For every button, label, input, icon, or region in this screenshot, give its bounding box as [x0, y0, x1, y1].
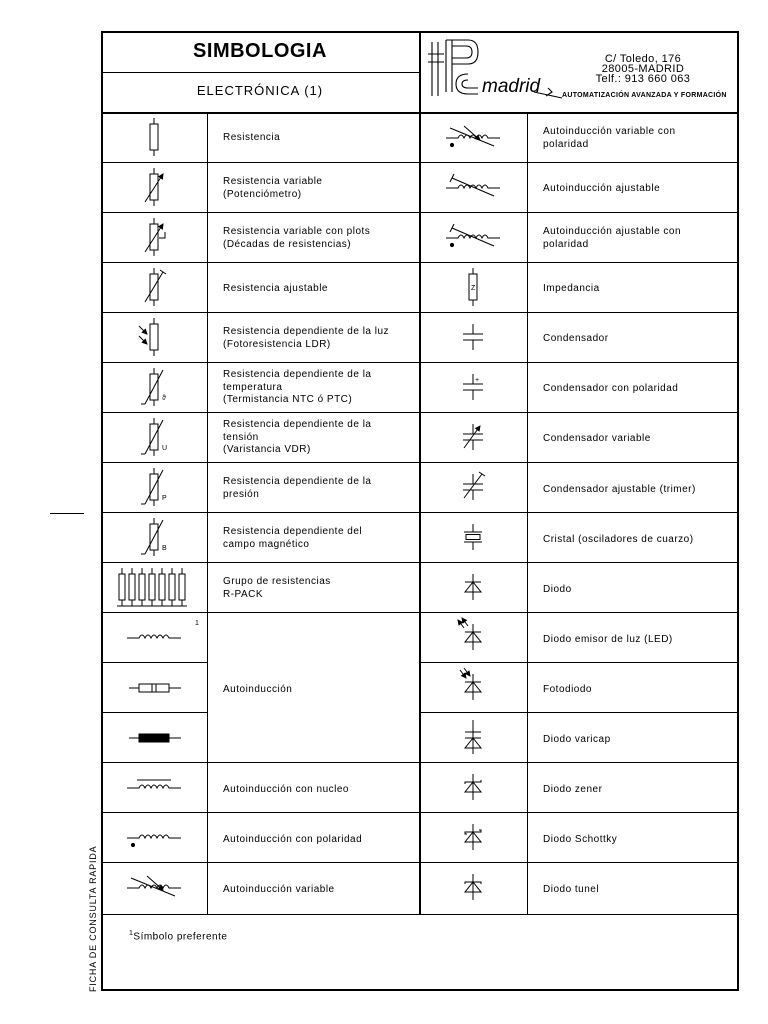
address-line1: C/ Toledo, 176: [604, 53, 682, 65]
address-line3: Telf.: 913 660 063: [595, 73, 691, 85]
capacitor-icon: [463, 324, 483, 350]
magnetic-resistor-icon: [141, 518, 163, 556]
page-subtitle: ELECTRÓNICA (1): [196, 83, 324, 98]
magnetic-letter: B: [162, 545, 167, 552]
led-icon: [458, 618, 481, 650]
right-symbol-column: [420, 112, 527, 914]
right-label-13: Diodo varicap: [543, 734, 611, 745]
tunnel-diode-icon: [465, 874, 481, 900]
right-label-11: Diodo emisor de luz (LED): [543, 634, 673, 645]
inductor-polarity-icon: [127, 835, 181, 847]
grid-v1: [207, 112, 208, 914]
inductor-filled-icon: [129, 734, 181, 742]
right-label-16: Diodo tunel: [543, 884, 600, 895]
resistor-pack-icon: [117, 568, 187, 606]
left-label-4: Resistencia ajustable: [223, 283, 328, 294]
company-logo: [424, 36, 564, 102]
pressure-letter: P: [162, 495, 167, 502]
variable-resistor-icon: [145, 168, 163, 206]
inductor-variable-icon: [127, 876, 181, 896]
right-label-15: Diodo Schottky: [543, 834, 618, 845]
zener-icon: [465, 774, 481, 800]
title-divider: [101, 72, 419, 73]
right-label-2: Autoinducción ajustable: [543, 183, 661, 194]
ldr-icon: [139, 318, 158, 356]
right-label-10: Diodo: [543, 584, 572, 595]
left-symbol-column: [101, 112, 207, 914]
resistor-icon: [150, 118, 158, 156]
right-label-4: Impedancia: [543, 283, 600, 294]
schottky-icon: [465, 824, 481, 850]
margin-tick: [50, 513, 84, 514]
right-label-5: Condensador: [543, 333, 609, 344]
right-label-8: Condensador ajustable (trimer): [543, 484, 696, 495]
trimmer-capacitor-icon: [463, 472, 485, 500]
tagline: AUTOMATIZACIÓN AVANZADA Y FORMACIÓN: [562, 92, 727, 99]
variable-resistor-plots-icon: [145, 218, 165, 256]
left-label-variable: Autoinducción variable: [223, 884, 335, 895]
left-label-10: Grupo de resistencias R-PACK: [223, 576, 331, 600]
footnote-mark-inductor: 1: [195, 620, 199, 627]
footnote-text: Símbolo preferente: [133, 931, 228, 943]
grid-bottom: [101, 914, 739, 915]
adjustable-inductor-polarity-icon: [446, 224, 500, 247]
variable-inductor-polarity-icon: [446, 126, 500, 147]
adjustable-resistor-icon: [145, 268, 166, 306]
right-label-6: Condensador con polaridad: [543, 383, 679, 394]
grid-v3: [527, 112, 528, 914]
vdr-icon: [141, 418, 163, 456]
left-label-5: Resistencia dependiente de la luz (Fotoresistencia LDR): [223, 326, 390, 350]
thermistor-icon: [141, 368, 163, 406]
inductor-coil-icon: [127, 635, 181, 638]
address-line2: 28005-MADRID: [601, 63, 685, 75]
footnote-mark: 1: [129, 930, 134, 937]
title-block: [100, 30, 420, 112]
right-label-7: Condensador variable: [543, 433, 651, 444]
side-label: FICHA DE CONSULTA RAPIDA: [88, 845, 98, 992]
left-label-6: Resistencia dependiente de la temperatura (Termistancia NTC ó PTC): [223, 369, 372, 405]
right-label-3: Autoinducción ajustable con polaridad: [543, 226, 682, 250]
right-label-12: Fotodiodo: [543, 684, 592, 695]
adjustable-inductor-icon: [446, 174, 500, 196]
polarity-plus: +: [475, 377, 480, 384]
page-title: SIMBOLOGIA: [193, 40, 327, 62]
left-label-8: Resistencia dependiente de la presión: [223, 476, 372, 500]
polarized-capacitor-icon: [463, 374, 483, 400]
left-label-3: Resistencia variable con plots (Décadas de resistencias): [223, 226, 371, 250]
footnote: [129, 930, 227, 942]
varicap-icon: [465, 720, 481, 754]
left-label-7: Resistencia dependiente de la tensión (Varistancia VDR): [223, 419, 372, 455]
logo-text: madrid: [482, 76, 541, 97]
impedance-letter: Z: [471, 285, 476, 292]
left-label-core: Autoinducción con nucleo: [223, 784, 349, 795]
variable-capacitor-icon: [463, 424, 483, 450]
header-divider: [419, 31, 421, 112]
inductor-core-icon: [127, 780, 181, 788]
left-label-2: Resistencia variable (Potenciómetro): [223, 176, 323, 200]
inductor-box-icon: [129, 684, 181, 692]
diode-icon: [465, 574, 481, 600]
right-label-1: Autoinducción variable con polaridad: [543, 126, 676, 150]
vdr-letter: U: [162, 445, 168, 452]
photodiode-icon: [460, 668, 481, 700]
right-label-14: Diodo zener: [543, 784, 603, 795]
inductor-group-label: Autoinducción: [223, 684, 293, 695]
right-label-9: Cristal (osciladores de cuarzo): [543, 534, 694, 545]
left-label-polarity: Autoinducción con polaridad: [223, 834, 363, 845]
left-label-9: Resistencia dependiente del campo magnético: [223, 526, 363, 550]
pressure-resistor-icon: [141, 468, 163, 506]
left-label-1: Resistencia: [223, 132, 281, 143]
thermistor-letter: ϑ: [162, 395, 166, 402]
crystal-icon: [464, 524, 482, 550]
